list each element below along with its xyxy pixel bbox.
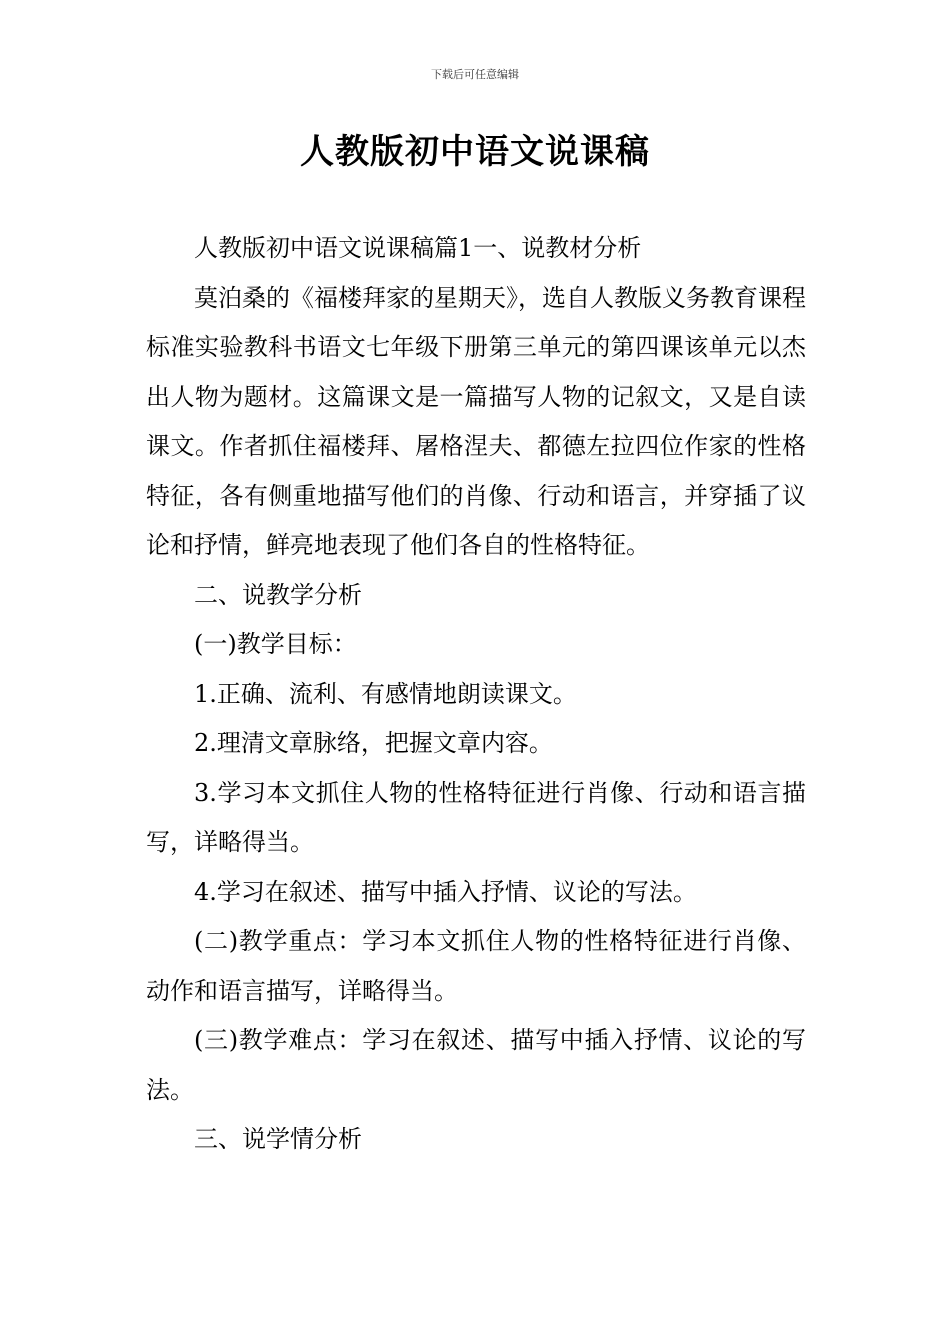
document-body: [146, 224, 806, 1165]
paragraph-section-3-heading: 三、说学情分析: [194, 1125, 362, 1153]
paragraph-goal-2: 2.理清文章脉络，把握文章内容。: [194, 729, 553, 757]
paragraph-goal-3: 3.学习本文抓住人物的性格特征进行肖像、行动和语言描写，详略得当。: [146, 778, 806, 856]
paragraph-section-1-heading: 人教版初中语文说课稿篇1一、说教材分析: [194, 234, 642, 262]
document-title: 人教版初中语文说课稿: [300, 132, 650, 172]
paragraph-teaching-focus: (二)教学重点：学习本文抓住人物的性格特征进行肖像、动作和语言描写，详略得当。: [146, 927, 806, 1005]
paragraph-goal-1: 1.正确、流利、有感情地朗读课文。: [194, 679, 577, 708]
paragraph-goal-4: 4.学习在叙述、描写中插入抒情、议论的写法。: [194, 877, 697, 906]
paragraph-teaching-goals-heading: (一)教学目标：: [194, 630, 357, 658]
header-note: 下载后可任意编辑: [431, 68, 519, 81]
paragraph-textbook-analysis: 莫泊桑的《福楼拜家的星期天》，选自人教版义务教育课程标准实验教科书语文七年级下册第三单元的第四课该单元以杰出人物为题材。这篇课文是一篇描写人物的记叙文，又是自读课文。作者抓住福楼拜、屠格涅夫、都德左拉四位作家的性格特征，各有侧重地描写他们的肖像、行动和语言，并穿插了议论和抒情，鲜亮地表现了他们各自的性格特征。: [146, 283, 806, 559]
paragraph-teaching-difficulty: (三)教学难点：学习在叙述、描写中插入抒情、议论的写法。: [146, 1026, 806, 1104]
paragraph-section-2-heading: 二、说教学分析: [194, 580, 362, 609]
